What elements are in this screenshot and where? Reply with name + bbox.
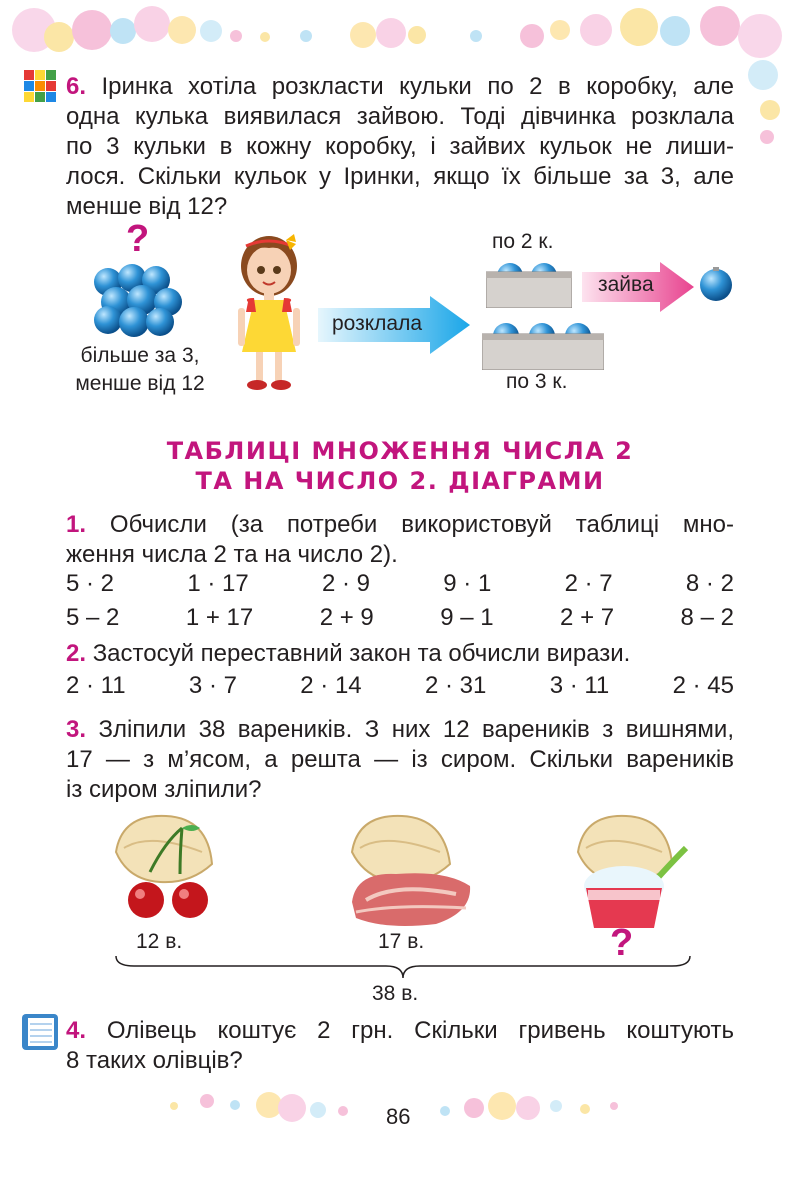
- expression: 2 + 9: [319, 604, 374, 631]
- task-6-number: 6.: [66, 73, 87, 100]
- task-1-row-1: [66, 570, 734, 598]
- dumpling-meat-image: [346, 812, 476, 930]
- label-cherry: 12 в.: [136, 930, 183, 953]
- task-1-number: 1.: [66, 511, 87, 538]
- expression: 5 – 2: [66, 604, 120, 631]
- task-4-line: Олівець коштує 2 грн. Скільки гривень коштують: [106, 1017, 735, 1044]
- task-6-text: [66, 72, 734, 222]
- arrow-label: розклала: [332, 312, 423, 335]
- task-2-line: Застосуй переставний закон та обчисли вирази.: [92, 640, 631, 667]
- expression: 2 · 31: [424, 672, 487, 699]
- task-6-line: менше від 12?: [66, 193, 228, 220]
- extra-label: зайва: [598, 273, 654, 296]
- expression: 5 · 2: [66, 570, 115, 597]
- task-6-line: Іринка хотіла розкласти кульки по 2 в коробку, але: [101, 73, 734, 100]
- expression: 2 · 14: [300, 672, 362, 699]
- task-1-line: Обчисли (за потреби використовуй таблиці мно-: [109, 511, 735, 538]
- rubik-cube-icon: [22, 68, 58, 104]
- ornaments-pile-image: [92, 262, 184, 338]
- expression: 2 + 7: [560, 604, 615, 631]
- task-3-line: із сиром зліпили?: [66, 776, 262, 803]
- balls-caption-line-2: менше від 12: [75, 372, 205, 395]
- task-6-line: одна кулька виявилася зайвою. Тоді дівчинка розклала: [66, 103, 734, 130]
- box-3-label: по 3 к.: [506, 370, 568, 393]
- total-brace: [114, 954, 692, 980]
- top-border-decoration: [0, 0, 800, 60]
- task-3-line: 17 — з м’ясом, а решта — із сиром. Скільки вареників: [66, 746, 734, 773]
- bottom-decoration-right: [440, 1088, 640, 1128]
- balls-caption-line-1: більше за 3,: [80, 344, 200, 367]
- expression: 2 · 11: [66, 672, 126, 699]
- box-two-balls-image: [486, 262, 572, 308]
- expression: 8 – 2: [680, 604, 734, 631]
- expression: 2 · 7: [564, 570, 613, 597]
- task-1-text: [66, 510, 734, 570]
- task-3-text: [66, 715, 734, 805]
- heading-line-2: ТА НА ЧИСЛО 2. ДІАГРАМИ: [195, 467, 605, 495]
- task-6-line: лося. Скільки кульок у Іринки, якщо їх більше за 3, але: [66, 163, 734, 190]
- expression: 3 · 11: [549, 672, 610, 699]
- task-2-text: [66, 639, 734, 669]
- box-2-label: по 2 к.: [492, 230, 554, 253]
- task-3-number: 3.: [66, 716, 87, 743]
- expression: 3 · 7: [188, 672, 237, 699]
- question-mark: ?: [126, 218, 150, 260]
- expression: 2 · 9: [321, 570, 370, 597]
- task-6-line: по 3 кульки в кожну коробку, і зайвих кульок не лиши-: [66, 133, 734, 160]
- bottom-decoration-left: [170, 1088, 370, 1128]
- section-heading: [60, 436, 740, 496]
- task-1-row-2: [66, 604, 734, 632]
- balls-caption: [60, 342, 220, 398]
- label-total: 38 в.: [372, 982, 419, 1005]
- task-4-text: [66, 1016, 734, 1076]
- task-4-number: 4.: [66, 1017, 87, 1044]
- expression: 9 – 1: [440, 604, 494, 631]
- expression: 1 · 17: [187, 570, 249, 597]
- extra-ball-image: [698, 266, 734, 302]
- label-meat: 17 в.: [378, 930, 425, 953]
- dumpling-cheese-image: [574, 812, 692, 932]
- task-2-number: 2.: [66, 640, 87, 667]
- task-4-line: 8 таких олівців?: [66, 1047, 243, 1074]
- expression: 2 · 45: [672, 672, 734, 699]
- task-1-line: ження числа 2 та на число 2).: [66, 541, 398, 568]
- dumpling-cherry-image: [110, 812, 220, 924]
- heading-line-1: ТАБЛИЦІ МНОЖЕННЯ ЧИСЛА 2: [166, 437, 634, 465]
- expression: 9 · 1: [443, 570, 492, 597]
- expression: 8 · 2: [685, 570, 734, 597]
- page-number: 86: [386, 1104, 411, 1129]
- task-3-line: Зліпили 38 вареників. З них 12 вареників з вишнями,: [98, 716, 734, 743]
- box-three-balls-image: [482, 322, 604, 370]
- notebook-icon: [20, 1012, 60, 1052]
- question-mark-cheese: ?: [610, 922, 634, 964]
- task-2-row: [66, 672, 734, 700]
- expression: 1 + 17: [185, 604, 254, 631]
- girl-image: [226, 232, 312, 392]
